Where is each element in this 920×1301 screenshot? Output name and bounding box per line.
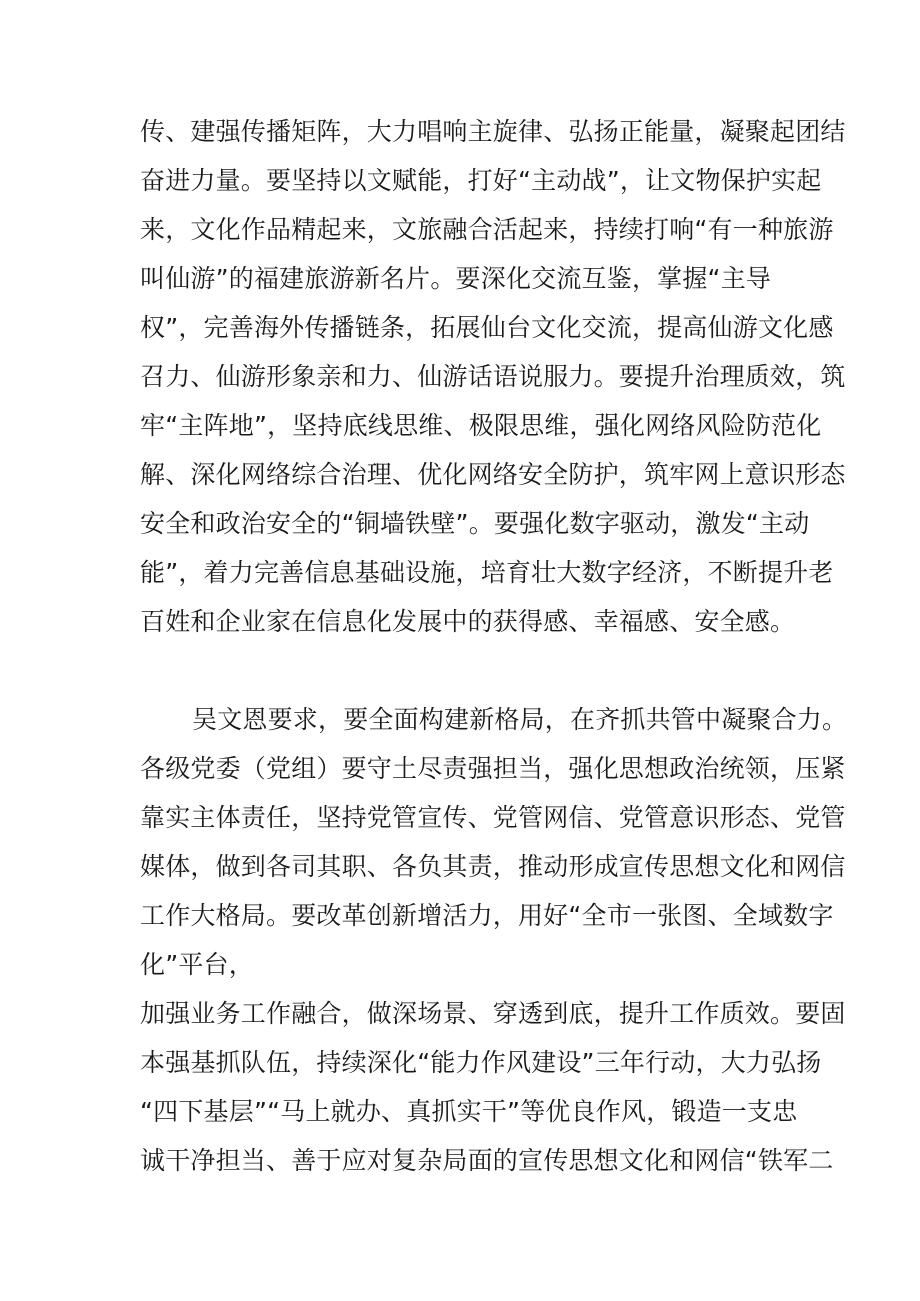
paragraph-line: 吴文恩要求，要全面构建新格局，在齐抓共管中凝聚合力。 bbox=[192, 705, 848, 734]
paragraph-line: 传、建强传播矩阵，大力唱响主旋律、弘扬正能量，凝聚起团结 bbox=[140, 117, 846, 146]
paragraph-line: 叫仙游”的福建旅游新名片。要深化交流互鉴，掌握“主导 bbox=[140, 264, 772, 293]
paragraph-line: 靠实主体责任，坚持党管宣传、党管网信、党管意识形态、党管 bbox=[140, 803, 846, 832]
paragraph-line: 百姓和企业家在信息化发展中的获得感、幸福感、安全感。 bbox=[140, 607, 796, 636]
paragraph-line: 牢“主阵地”，坚持底线思维、极限思维，强化网络风险防范化 bbox=[140, 411, 822, 440]
paragraph-line: 本强基抓队伍，持续深化“能力作风建设”三年行动，大力弘扬 bbox=[140, 1048, 822, 1077]
paragraph-line: 能”，着力完善信息基础设施，培育壮大数字经济，不断提升老 bbox=[140, 558, 834, 587]
paragraph-line: 召力、仙游形象亲和力、仙游话语说服力。要提升治理质效，筑 bbox=[140, 362, 846, 391]
paragraph-line: 各级党委（党组）要守土尽责强担当，强化思想政治统领，压紧 bbox=[140, 754, 846, 783]
paragraph-line: 诚干净担当、善于应对复杂局面的宣传思想文化和网信“铁军二 bbox=[140, 1146, 834, 1175]
paragraph-line: “四下基层”“马上就办、真抓实干”等优良作风，锻造一支忠 bbox=[140, 1097, 798, 1126]
paragraph-line: 媒体，做到各司其职、各负其责，推动形成宣传思想文化和网信 bbox=[140, 852, 846, 881]
paragraph-line: 化”平台， bbox=[140, 950, 254, 979]
paragraph-line: 加强业务工作融合，做深场景、穿透到底，提升工作质效。要固 bbox=[140, 999, 846, 1028]
paragraph-line: 来，文化作品精起来，文旅融合活起来，持续打响“有一种旅游 bbox=[140, 215, 834, 244]
paragraph-line: 奋进力量。要坚持以文赋能，打好“主动战”，让文物保护实起 bbox=[140, 166, 822, 195]
paragraph-line: 解、深化网络综合治理、优化网络安全防护，筑牢网上意识形态 bbox=[140, 460, 846, 489]
paragraph-line: 工作大格局。要改革创新增活力，用好“全市一张图、全域数字 bbox=[140, 901, 834, 930]
paragraph-line: 安全和政治安全的“铜墙铁壁”。要强化数字驱动，激发“主动 bbox=[140, 509, 810, 538]
paragraph-line: 权”，完善海外传播链条，拓展仙台文化交流，提高仙游文化感 bbox=[140, 313, 834, 342]
